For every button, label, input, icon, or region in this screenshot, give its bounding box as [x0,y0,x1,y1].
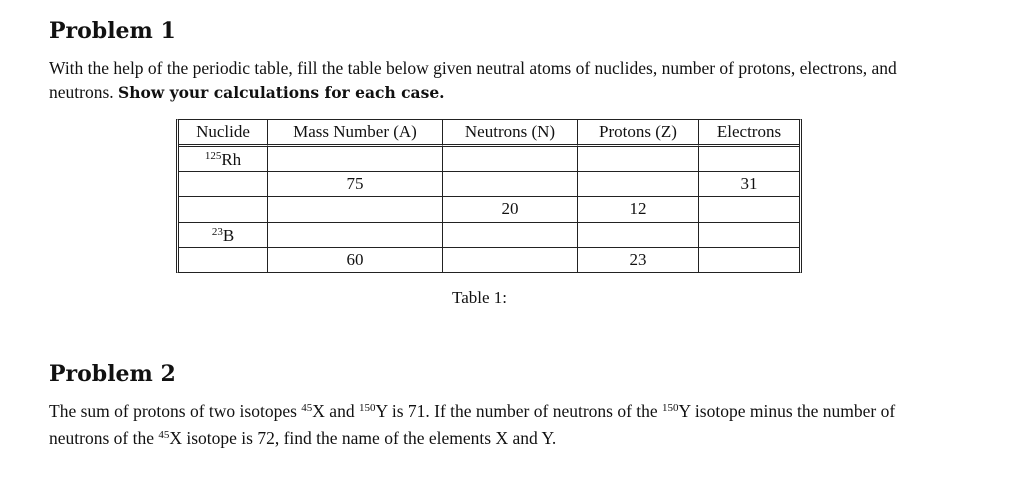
electrons-cell [699,223,799,248]
nuclide-cell [179,248,268,272]
isotope-x-mass: 45 [158,429,170,441]
problem-2-text-part: and [324,401,359,421]
problem-2-text [49,396,949,450]
nuclide-cell [179,197,268,222]
header-neutrons: Neutrons (N) [443,120,578,147]
protons-cell: 23 [578,248,699,272]
protons-cell [578,147,699,172]
neutrons-cell [443,172,578,197]
protons-cell [578,223,699,248]
neutrons-cell [443,147,578,172]
table-row [179,248,799,272]
nuclide-mass: 125 [204,150,222,162]
neutrons-cell: 20 [443,197,578,222]
table-row [179,147,799,172]
nuclide-cell [179,147,268,172]
problem-2-text-part: The sum of protons of two isotopes [49,401,302,421]
header-mass-number: Mass Number (A) [268,120,443,147]
header-protons: Protons (Z) [578,120,699,147]
mass-cell: 75 [268,172,443,197]
nuclide-symbol: B [222,225,235,245]
mass-cell [268,197,443,222]
isotope-x-symbol: X [169,428,182,448]
problem-1-instructions: With the help of the periodic table, fill the table below given neutral atoms of nuclides, number of protons, electrons, and neutrons. [49,58,897,102]
nuclide-cell [179,223,268,248]
electrons-cell: 31 [699,172,799,197]
electrons-cell [699,147,799,172]
problem-1-title: Problem 1 [49,18,176,44]
problem-1-bold-instruction: Show your calculations for each case. [118,83,445,102]
mass-cell: 60 [268,248,443,272]
isotope-y-symbol: Y [678,401,691,421]
electrons-cell [699,197,799,222]
protons-cell [578,172,699,197]
isotope-y-mass: 150 [662,402,679,414]
nuclide-cell [179,172,268,197]
nuclide-mass: 23 [211,225,223,238]
table-row [179,223,799,248]
mass-cell [268,147,443,172]
mass-cell [268,223,443,248]
isotope-x-mass: 45 [301,402,313,414]
table-caption: Table 1: [452,288,507,307]
electrons-cell [699,248,799,272]
problem-1-text [49,56,949,105]
table-row [179,172,799,197]
problem-2-title: Problem 2 [49,361,176,387]
isotope-y-mass: 150 [358,402,376,414]
problem-2-text-part: isotope minus the number of neutrons of the [49,401,896,448]
table-header-row [179,120,799,147]
header-nuclide: Nuclide [179,120,268,147]
nuclide-table [176,119,802,273]
isotope-x-symbol: X [312,401,325,421]
header-electrons: Electrons [699,120,799,147]
protons-cell: 12 [578,197,699,222]
problem-2-text-part: is 71. If the number of neutrons of the [387,401,663,421]
nuclide-symbol: Rh [221,150,242,169]
neutrons-cell [443,223,578,248]
problem-2-text-part: isotope is 72, find the name of the elements X and Y. [182,428,557,448]
isotope-y-symbol: Y [375,401,388,421]
neutrons-cell [443,248,578,272]
table-row [179,197,799,222]
